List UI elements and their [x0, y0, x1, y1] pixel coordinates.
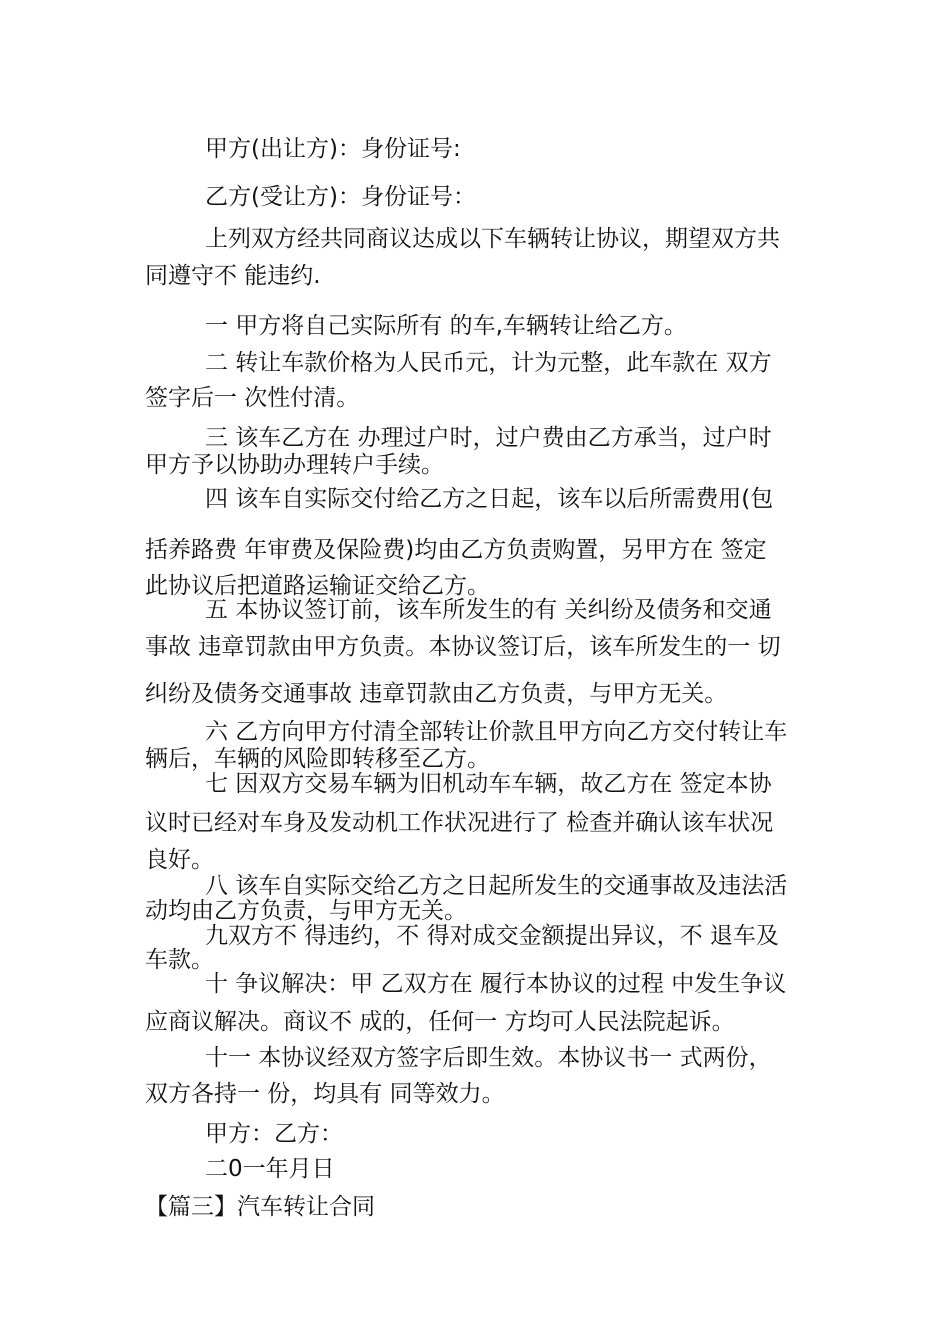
clause-8-line-1: 八 该车自实际交给乙方之日起所发生的交通事故及违法活 — [205, 873, 788, 899]
clause-4-line-3: 此协议后把道路运输证交给乙方。 — [145, 573, 490, 599]
clause-5-line-1: 五 本协议签订前，该车所发生的有 关纠纷及债务和交通 — [205, 597, 772, 623]
clause-10-line-1: 十 争议解决：甲 乙双方在 履行本协议的过程 中发生争议 — [205, 971, 787, 997]
clause-7-line-3: 良好。 — [145, 847, 214, 873]
clause-5-line-2: 事故 违章罚款由甲方负责。本协议签订后，该车所发生的一 切 — [145, 634, 781, 660]
clause-11-line-2: 双方各持一 份，均具有 同等效力。 — [145, 1081, 505, 1107]
intro-line-2: 同遵守不 能违约. — [145, 263, 321, 289]
intro-line-1: 上列双方经共同商议达成以下车辆转让协议，期望双方共 — [205, 226, 780, 252]
party-a-line: 甲方(出让方)：身份证号: — [205, 136, 461, 162]
section-heading: 【篇三】汽车转让合同 — [145, 1194, 375, 1220]
clause-2-line-2: 签字后一 次性付清。 — [145, 385, 360, 411]
clause-10-line-2: 应商议解决。商议不 成的，任何一 方均可人民法院起诉。 — [145, 1009, 735, 1035]
clause-9-line-2: 车款。 — [145, 947, 214, 973]
clause-6-line-1: 六 乙方向甲方付清全部转让价款且甲方向乙方交付转让车 — [205, 719, 788, 745]
clause-6-line-2: 辆后，车辆的风险即转移至乙方。 — [145, 746, 490, 772]
clause-3-line-1: 三 该车乙方在 办理过户时，过户费由乙方承当，过户时 — [205, 425, 772, 451]
clause-3-line-2: 甲方予以协助办理转户手续。 — [145, 452, 444, 478]
clause-4-line-2: 括养路费 年审费及保险费)均由乙方负责购置，另甲方在 签定 — [145, 537, 767, 563]
clause-9-line-1: 九双方不 得违约，不 得对成交金额提出异议，不 退车及 — [205, 923, 779, 949]
clause-5-line-3: 纠纷及债务交通事故 违章罚款由乙方负责，与甲方无关。 — [145, 681, 728, 707]
clause-7-line-1: 七 因双方交易车辆为旧机动车车辆，故乙方在 签定本协 — [205, 771, 772, 797]
clause-2-line-1: 二 转让车款价格为人民币元，计为元整，此车款在 双方 — [205, 350, 772, 376]
clause-4-line-1: 四 该车自实际交付给乙方之日起，该车以后所需费用(包 — [205, 486, 774, 512]
clause-11-line-1: 十一 本协议经双方签字后即生效。本协议书一 式两份， — [205, 1045, 772, 1071]
signature-line: 甲方：乙方： — [205, 1121, 343, 1147]
party-b-line: 乙方(受让方)：身份证号： — [205, 184, 476, 210]
clause-1: 一 甲方将自己实际所有 的车,车辆转让给乙方。 — [205, 313, 687, 339]
clause-7-line-2: 议时已经对车身及发动机工作状况进行了 检查并确认该车状况 — [145, 810, 774, 836]
clause-8-line-2: 动均由乙方负责，与甲方无关。 — [145, 898, 467, 924]
date-line: 二0一年月日 — [205, 1156, 335, 1182]
